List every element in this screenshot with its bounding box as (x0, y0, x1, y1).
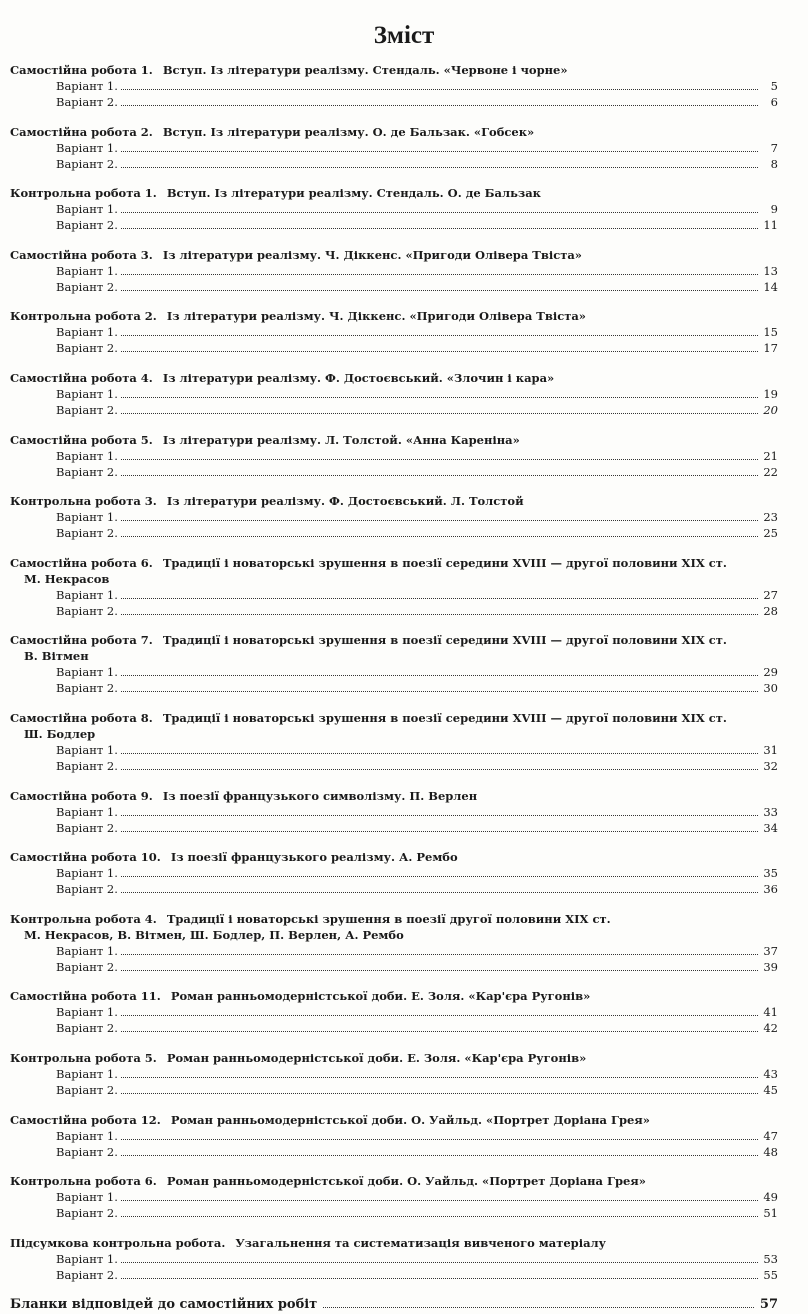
table-of-contents (10, 62, 778, 1314)
toc-entry (10, 78, 778, 94)
entry-name: Варіант 2. (56, 279, 118, 294)
entry-name: Варіант 1. (56, 804, 118, 819)
entry-name: Варіант 2. (56, 526, 118, 541)
page-number: 41 (763, 1005, 778, 1020)
entry-name: Варіант 1. (56, 1005, 118, 1020)
dot-leader (121, 1077, 758, 1078)
section-label: Самостійна робота 11. (10, 989, 161, 1004)
toc-section (10, 370, 778, 418)
toc-entry (10, 1066, 778, 1082)
entry-name: Варіант 1. (56, 325, 118, 340)
toc-entry (10, 943, 778, 959)
entry-name: Варіант 2. (56, 1267, 118, 1282)
section-label: Самостійна робота 5. (10, 432, 153, 447)
toc-entry (10, 340, 778, 356)
page-number: 48 (763, 1144, 778, 1159)
toc-entry (10, 263, 778, 279)
page-number: 8 (770, 156, 778, 171)
section-heading (10, 1112, 778, 1128)
section-topic: Із поезії французького реалізму. А. Рембо (170, 850, 458, 865)
toc-entry (10, 94, 778, 110)
section-topic: Із літератури реалізму. Ч. Діккенс. «Пригоди Олівера Твіста» (166, 309, 586, 324)
section-label: Самостійна робота 1. (10, 63, 153, 77)
toc-entry (10, 324, 778, 340)
dot-leader (121, 1015, 758, 1016)
dot-leader (121, 1216, 758, 1217)
page-number: 30 (763, 681, 778, 696)
section-heading (10, 124, 778, 140)
section-topic: Роман ранньомодерністської доби. Е. Золя. «Кар'єра Ругонів» (166, 1050, 587, 1065)
dot-leader (121, 970, 758, 971)
section-label: Самостійна робота 6. (10, 555, 153, 570)
toc-section (10, 1173, 778, 1221)
section-label: Контрольна робота 4. (10, 911, 157, 926)
entry-name: Бланки відповідей до самостійних робіт (10, 1297, 318, 1313)
toc-entry (10, 1267, 778, 1283)
section-heading (10, 555, 778, 571)
page-number: 39 (763, 959, 778, 974)
toc-section (10, 124, 778, 172)
section-topic: Із літератури реалізму. Ф. Достоєвський. Л. Толстой (166, 494, 524, 509)
section-heading (10, 710, 778, 726)
section-label: Самостійна робота 2. (10, 124, 153, 139)
section-label: Підсумкова контрольна робота. (10, 1235, 226, 1250)
entry-name: Варіант 2. (56, 341, 118, 356)
section-label: Контрольна робота 5. (10, 1050, 157, 1065)
toc-section (10, 247, 778, 295)
page-number: 17 (763, 341, 778, 356)
page-number: 49 (763, 1190, 778, 1205)
dot-leader (121, 1200, 758, 1201)
page-number: 55 (763, 1267, 778, 1282)
section-label: Контрольна робота 6. (10, 1174, 157, 1189)
dot-leader (121, 1155, 758, 1156)
entry-name: Варіант 2. (56, 681, 118, 696)
section-heading (10, 911, 778, 927)
dot-leader (121, 151, 758, 152)
dot-leader (121, 1031, 758, 1032)
entry-name: Варіант 2. (56, 156, 118, 171)
toc-entry (10, 603, 778, 619)
entry-name: Варіант 1. (56, 1190, 118, 1205)
toc-section (10, 710, 778, 774)
dot-leader (323, 1307, 754, 1308)
section-heading (10, 308, 778, 324)
page-number: 27 (763, 587, 778, 602)
page-number: 25 (763, 526, 778, 541)
toc-entry (10, 1189, 778, 1205)
toc-section (10, 988, 778, 1036)
section-topic: Роман ранньомодерністської доби. О. Уайльд. «Портрет Доріана Грея» (166, 1174, 646, 1189)
entry-name: Варіант 2. (56, 402, 118, 417)
dot-leader (121, 413, 758, 414)
toc-entry (10, 865, 778, 881)
page-number: 22 (763, 464, 778, 479)
toc-entry (10, 156, 778, 172)
toc-entry (10, 1128, 778, 1144)
page-number: 11 (763, 218, 778, 233)
page-number: 35 (763, 866, 778, 881)
toc-section (10, 632, 778, 696)
toc-entry (10, 1082, 778, 1098)
entry-name: Варіант 1. (56, 1251, 118, 1266)
section-topic-continuation: М. Некрасов (24, 571, 110, 586)
toc-entry (10, 464, 778, 480)
dot-leader (121, 769, 758, 770)
toc-entry (10, 881, 778, 897)
page-number: 15 (763, 325, 778, 340)
section-topic: Традиції і новаторські зрушення в поезії середини XVIII — другої половини XIX ст. (162, 555, 727, 570)
toc-entry (10, 525, 778, 541)
toc-entry (10, 804, 778, 820)
entry-name: Варіант 2. (56, 1021, 118, 1036)
section-topic: Традиції і новаторські зрушення в поезії середини XVIII — другої половини XIX ст. (162, 710, 727, 725)
dot-leader (121, 351, 758, 352)
page-number: 13 (763, 263, 778, 278)
section-topic: Вступ. Із літератури реалізму. Стендаль. «Червоне і чорне» (162, 63, 568, 77)
page-number: 32 (763, 758, 778, 773)
toc-entry (10, 279, 778, 295)
toc-entry (10, 402, 778, 418)
dot-leader (121, 459, 758, 460)
section-heading (10, 493, 778, 509)
entry-name: Варіант 1. (56, 587, 118, 602)
page-number: 37 (763, 943, 778, 958)
dot-leader (121, 954, 758, 955)
entry-name: Варіант 1. (56, 202, 118, 217)
entry-name: Варіант 1. (56, 866, 118, 881)
dot-leader (121, 397, 758, 398)
toc-entry (10, 386, 778, 402)
section-topic: Роман ранньомодерністської доби. Е. Золя. «Кар'єра Ругонів» (170, 989, 591, 1004)
entry-name: Варіант 1. (56, 665, 118, 680)
section-label: Контрольна робота 3. (10, 494, 157, 509)
section-topic: Із літератури реалізму. Ч. Діккенс. «Пригоди Олівера Твіста» (162, 247, 582, 262)
page-number: 21 (763, 448, 778, 463)
page-number: 47 (763, 1128, 778, 1143)
dot-leader (121, 335, 758, 336)
page-number: 7 (770, 140, 778, 155)
entry-name: Варіант 1. (56, 1128, 118, 1143)
page-title: Зміст (373, 22, 435, 49)
section-heading (10, 988, 778, 1004)
section-heading (10, 1173, 778, 1189)
entry-name: Варіант 1. (56, 386, 118, 401)
toc-entry (10, 1251, 778, 1267)
entry-name: Варіант 1. (56, 1066, 118, 1081)
toc-entry (10, 1004, 778, 1020)
toc-section (10, 1112, 778, 1160)
entry-name: Варіант 2. (56, 959, 118, 974)
dot-leader (121, 876, 758, 877)
toc-entry (10, 959, 778, 975)
toc-entry (10, 1020, 778, 1036)
dot-leader (121, 290, 758, 291)
page-number: 29 (763, 665, 778, 680)
toc-entry (10, 758, 778, 774)
section-heading (10, 849, 778, 865)
page-number: 33 (763, 804, 778, 819)
section-topic: Традиції і новаторські зрушення в поезії середини XVIII — другої половини XIX ст. (162, 633, 727, 648)
page-number: 57 (759, 1297, 778, 1313)
toc-section (10, 308, 778, 356)
section-heading (10, 370, 778, 386)
section-topic-continuation: М. Некрасов, В. Вітмен, Ш. Бодлер, П. Верлен, А. Рембо (24, 927, 404, 942)
toc-section (10, 911, 778, 975)
entry-name: Варіант 1. (56, 448, 118, 463)
entry-name: Варіант 2. (56, 758, 118, 773)
entry-name: Варіант 1. (56, 79, 118, 93)
page-number: 36 (763, 882, 778, 897)
section-topic: Із літератури реалізму. Ф. Достоєвський. «Злочин і кара» (162, 370, 555, 385)
section-heading (10, 185, 778, 201)
toc-section (10, 849, 778, 897)
entry-name: Варіант 1. (56, 742, 118, 757)
page-number: 5 (770, 79, 778, 93)
section-topic: Традиції і новаторські зрушення в поезії другої половини XIX ст. (166, 911, 611, 926)
dot-leader (121, 89, 758, 90)
toc-entry (10, 742, 778, 758)
toc-entry (10, 664, 778, 680)
page-number: 14 (763, 279, 778, 294)
dot-leader (121, 228, 758, 229)
section-heading (10, 432, 778, 448)
section-label: Самостійна робота 7. (10, 633, 153, 648)
entry-name: Варіант 1. (56, 140, 118, 155)
section-topic: Вступ. Із літератури реалізму. О. де Бальзак. «Гобсек» (162, 124, 535, 139)
dot-leader (121, 675, 758, 676)
dot-leader (121, 691, 758, 692)
section-topic-continuation: Ш. Бодлер (24, 726, 96, 741)
section-label: Самостійна робота 4. (10, 370, 153, 385)
section-label: Контрольна робота 1. (10, 186, 157, 201)
page-number: 6 (770, 95, 778, 109)
entry-name: Варіант 2. (56, 1082, 118, 1097)
section-topic-continuation: В. Вітмен (24, 649, 89, 664)
page-number: 42 (763, 1021, 778, 1036)
section-topic: Із літератури реалізму. Л. Толстой. «Анна Кареніна» (162, 432, 520, 447)
section-label: Самостійна робота 9. (10, 788, 153, 803)
dot-leader (121, 892, 758, 893)
page-number: 34 (763, 820, 778, 835)
entry-name: Варіант 2. (56, 603, 118, 618)
dot-leader (121, 475, 758, 476)
entry-name: Варіант 2. (56, 1206, 118, 1221)
section-label: Самостійна робота 3. (10, 247, 153, 262)
dot-leader (121, 167, 758, 168)
page-number: 31 (763, 742, 778, 757)
toc-entry (10, 1205, 778, 1221)
dot-leader (121, 815, 758, 816)
toc-entry (10, 217, 778, 233)
entry-name: Варіант 1. (56, 943, 118, 958)
toc-entry (10, 820, 778, 836)
entry-name: Варіант 2. (56, 1144, 118, 1159)
section-topic: Роман ранньомодерністської доби. О. Уайльд. «Портрет Доріана Грея» (170, 1112, 650, 1127)
section-heading (10, 1235, 778, 1251)
toc-section (10, 788, 778, 836)
page-number: 51 (763, 1206, 778, 1221)
answer-sheets-entry (10, 1296, 778, 1314)
dot-leader (121, 614, 758, 615)
dot-leader (121, 598, 758, 599)
entry-name: Варіант 2. (56, 820, 118, 835)
page-number: 23 (763, 510, 778, 525)
toc-section (10, 185, 778, 233)
section-label: Самостійна робота 12. (10, 1112, 161, 1127)
toc-section (10, 555, 778, 619)
section-heading (10, 62, 778, 78)
page-number: 53 (763, 1251, 778, 1266)
entry-name: Варіант 2. (56, 882, 118, 897)
toc-section (10, 1235, 778, 1283)
dot-leader (121, 753, 758, 754)
toc-entry (10, 201, 778, 217)
page-number: 45 (763, 1082, 778, 1097)
section-heading (10, 1050, 778, 1066)
section-topic: Із поезії французького символізму. П. Верлен (162, 788, 478, 803)
dot-leader (121, 1139, 758, 1140)
toc-entry (10, 448, 778, 464)
entry-name: Варіант 2. (56, 218, 118, 233)
entry-name: Варіант 1. (56, 263, 118, 278)
section-heading (10, 247, 778, 263)
dot-leader (121, 1278, 758, 1279)
toc-entry (10, 680, 778, 696)
entry-name: Варіант 1. (56, 510, 118, 525)
dot-leader (121, 105, 758, 106)
toc-section (10, 62, 778, 110)
toc-entry (10, 587, 778, 603)
toc-entry (10, 1144, 778, 1160)
dot-leader (121, 520, 758, 521)
page-number: 19 (763, 386, 778, 401)
page-number: 20 (763, 402, 778, 417)
toc-entry (10, 509, 778, 525)
section-topic: Узагальнення та систематизація вивченого матеріалу (235, 1235, 607, 1250)
entry-name: Варіант 2. (56, 464, 118, 479)
section-label: Контрольна робота 2. (10, 309, 157, 324)
dot-leader (121, 1262, 758, 1263)
entry-name: Варіант 2. (56, 95, 118, 109)
toc-entry (10, 140, 778, 156)
section-heading (10, 788, 778, 804)
section-label: Самостійна робота 10. (10, 850, 161, 865)
section-heading (10, 632, 778, 648)
dot-leader (121, 1093, 758, 1094)
toc-section (10, 1050, 778, 1098)
dot-leader (121, 831, 758, 832)
section-label: Самостійна робота 8. (10, 710, 153, 725)
page-number: 9 (770, 202, 778, 217)
toc-section (10, 432, 778, 480)
dot-leader (121, 212, 758, 213)
dot-leader (121, 274, 758, 275)
toc-section (10, 493, 778, 541)
section-topic: Вступ. Із літератури реалізму. Стендаль. О. де Бальзак (166, 186, 541, 201)
dot-leader (121, 536, 758, 537)
page-number: 43 (763, 1066, 778, 1081)
page-number: 28 (763, 603, 778, 618)
